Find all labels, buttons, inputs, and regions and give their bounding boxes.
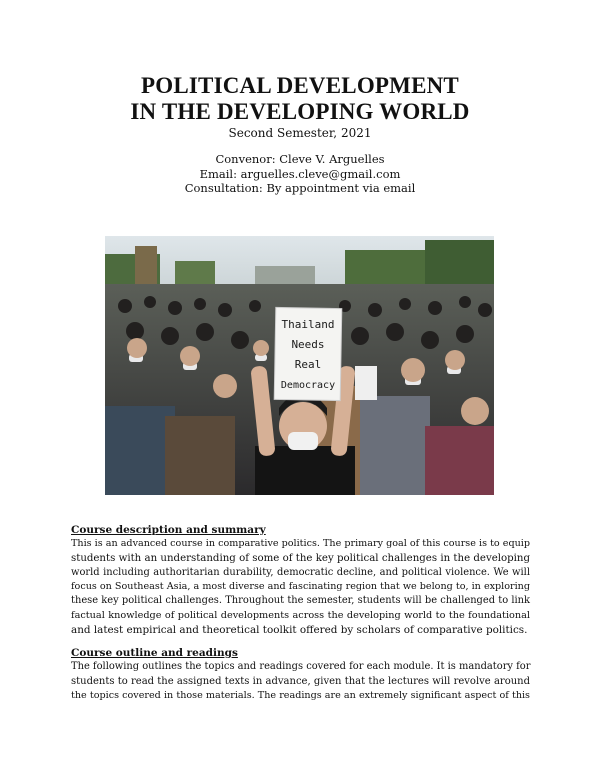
text-line: these key political challenges. Throughout the semester, students will be challenged to link bbox=[71, 595, 530, 607]
text-line: students with an understanding of some of the key political challenges in the developing bbox=[71, 552, 530, 564]
text-line: students to read the assigned texts in advance, given that the lectures will revolve around bbox=[71, 675, 530, 687]
protest-photo-illustration bbox=[105, 236, 494, 495]
course-outline-heading: Course outline and readings bbox=[71, 647, 238, 659]
contact-block bbox=[0, 152, 600, 196]
course-outline-section bbox=[71, 646, 530, 703]
course-description-section bbox=[71, 523, 530, 637]
text-line: This is an advanced course in comparative politics. The primary goal of this course is to equip bbox=[71, 538, 530, 550]
semester-label: Second Semester, 2021 bbox=[228, 126, 372, 140]
text-line: world including authoritarian durability, democratic decline, and political violence. We will bbox=[71, 566, 530, 578]
course-title-line-1: POLITICAL DEVELOPMENT bbox=[141, 73, 459, 98]
convenor-line: Convenor: Cleve V. Arguelles bbox=[215, 152, 385, 166]
sign-text-line-4: Democracy bbox=[280, 380, 336, 391]
course-description-heading: Course description and summary bbox=[71, 524, 266, 536]
course-description-text bbox=[71, 537, 530, 637]
consultation-line: Consultation: By appointment via email bbox=[184, 181, 416, 195]
protest-photo bbox=[105, 236, 494, 495]
sign-text-line-2: Needs bbox=[291, 338, 325, 351]
text-line: The following outlines the topics and readings covered for each module. It is mandatory for bbox=[71, 661, 531, 673]
text-line: focus on Southeast Asia, a most diverse and fascinating region that we belong to, in exploring bbox=[71, 581, 530, 593]
title-block bbox=[0, 73, 600, 141]
course-title-line-2: IN THE DEVELOPING WORLD bbox=[130, 99, 470, 124]
text-line: and latest empirical and theoretical toolkit offered by scholars of comparative politics. bbox=[71, 624, 528, 637]
text-line: factual knowledge of political developments across the developing world to the foundational bbox=[71, 609, 530, 621]
course-outline-text bbox=[71, 660, 530, 703]
sign-text-line-3: Real bbox=[294, 358, 322, 371]
text-line: the topics covered in those materials. The readings are an extremely significant aspect of this bbox=[71, 689, 530, 701]
sign-text-line-1: Thailand bbox=[281, 318, 335, 331]
email-line: Email: arguelles.cleve@gmail.com bbox=[199, 166, 401, 181]
